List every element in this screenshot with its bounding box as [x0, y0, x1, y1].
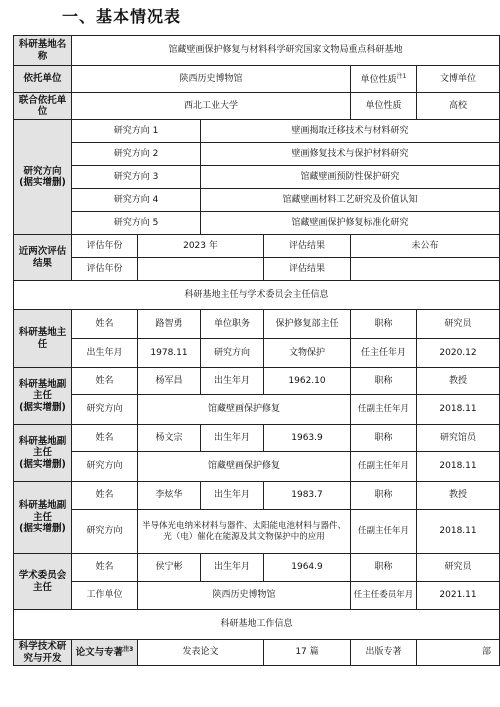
published-papers-value: 17 篇: [264, 640, 351, 666]
deputy-name-label: 姓名: [72, 425, 138, 452]
deputy-dir-label: 研究方向: [72, 510, 138, 554]
co-host-value: 西北工业大学: [72, 93, 351, 120]
host-unit-type-label: 单位性质$^{注1}$: [351, 66, 417, 93]
committee-birth-label: 出生年月: [201, 554, 264, 582]
director-post: 保护修复部主任: [264, 310, 351, 339]
co-host-type-label: 单位性质: [351, 93, 417, 120]
committee-term-label: 任主任委员年月: [351, 582, 417, 610]
committee-term: 2021.11: [417, 582, 500, 610]
director-name-label: 姓名: [72, 310, 138, 339]
direction-label: 研究方向 3: [72, 166, 201, 189]
deputy-birth-label: 出生年月: [201, 425, 264, 452]
committee-chair-label: 学术委员会主任: [14, 554, 72, 610]
work-section-header: 科研基地工作信息: [14, 610, 500, 640]
deputy-title: 研究馆员: [417, 425, 500, 452]
co-host-type-value: 高校: [417, 93, 500, 120]
committee-name: 侯宁彬: [138, 554, 201, 582]
deputy-term-label: 任副主任年月: [351, 452, 417, 482]
deputy-title: 教授: [417, 482, 500, 510]
deputy-term: 2018.11: [417, 452, 500, 482]
books-label: 出版专著: [351, 640, 417, 666]
committee-unit-label: 工作单位: [72, 582, 138, 610]
direction-value: 壁画修复技术与保护材料研究: [201, 143, 500, 166]
direction-label: 研究方向 5: [72, 212, 201, 235]
papers-books-label: 论文与专著$^{注3}$: [72, 640, 138, 666]
eval-year-label: 评估年份: [72, 258, 138, 281]
deputy-title-label: 职称: [351, 482, 417, 510]
base-name-label: 科研基地名称: [14, 36, 72, 66]
deputy-term-label: 任副主任年月: [351, 510, 417, 554]
host-unit-type-value: 文博单位: [417, 66, 500, 93]
committee-title-label: 职称: [351, 554, 417, 582]
deputy-dir-label: 研究方向: [72, 452, 138, 482]
director-title-label: 职称: [351, 310, 417, 339]
deputy-dir: 馆藏壁画保护修复: [138, 452, 351, 482]
page-title: 一、基本情况表: [62, 7, 182, 26]
director-term-label: 任主任年月: [351, 339, 417, 368]
director-name: 路智勇: [138, 310, 201, 339]
eval-year-value: [138, 258, 264, 281]
deputy-term-label: 任副主任年月: [351, 395, 417, 425]
committee-title: 研究员: [417, 554, 500, 582]
committee-unit: 陕西历史博物馆: [138, 582, 351, 610]
director-dir-label: 研究方向: [201, 339, 264, 368]
eval-result-label: 评估结果: [264, 258, 351, 281]
deputy-name: 李炫华: [138, 482, 201, 510]
direction-value: 馆藏壁画预防性保护研究: [201, 166, 500, 189]
deputy-label: 科研基地副主任 (据实增删): [14, 482, 72, 554]
deputy-birth: 1963.9: [264, 425, 351, 452]
published-papers-label: 发表论文: [138, 640, 264, 666]
deputy-dir: 半导体光电纳米材料与器件、太阳能电池材料与器件、光（电）催化在能源及其文物保护中的应用: [138, 510, 351, 554]
evaluation-label: 近两次评估结果: [14, 235, 72, 281]
deputy-term: 2018.11: [417, 510, 500, 554]
direction-value: 壁画揭取迁移技术与材料研究: [201, 120, 500, 143]
eval-year-label: 评估年份: [72, 235, 138, 258]
deputy-birth: 1983.7: [264, 482, 351, 510]
deputy-label: 科研基地副主任 (据实增删): [14, 425, 72, 482]
deputy-birth-label: 出生年月: [201, 368, 264, 395]
host-unit-value: 陕西历史博物馆: [72, 66, 351, 93]
deputy-name: 杨文宗: [138, 425, 201, 452]
eval-result-value: 未公布: [351, 235, 500, 258]
director-birth-label: 出生年月: [72, 339, 138, 368]
direction-value: 馆藏壁画保护修复标准化研究: [201, 212, 500, 235]
director-dir: 文物保护: [264, 339, 351, 368]
deputy-term: 2018.11: [417, 395, 500, 425]
deputy-dir: 馆藏壁画保护修复: [138, 395, 351, 425]
books-unit: 部: [417, 640, 500, 666]
director-post-label: 单位职务: [201, 310, 264, 339]
deputy-name-label: 姓名: [72, 368, 138, 395]
deputy-title-label: 职称: [351, 425, 417, 452]
director-label: 科研基地主任: [14, 310, 72, 368]
base-name-value: 馆藏壁画保护修复与材料科学研究国家文物局重点科研基地: [72, 36, 500, 66]
deputy-dir-label: 研究方向: [72, 395, 138, 425]
director-term: 2020.12: [417, 339, 500, 368]
leaders-section-header: 科研基地主任与学术委员会主任信息: [14, 281, 500, 310]
director-title: 研究员: [417, 310, 500, 339]
basic-info-table: [13, 35, 500, 666]
co-host-label: 联合依托单位: [14, 93, 72, 120]
deputy-title-label: 职称: [351, 368, 417, 395]
committee-birth: 1964.9: [264, 554, 351, 582]
director-birth: 1978.11: [138, 339, 201, 368]
host-unit-label: 依托单位: [14, 66, 72, 93]
direction-label: 研究方向 4: [72, 189, 201, 212]
direction-value: 馆藏壁画材料工艺研究及价值认知: [201, 189, 500, 212]
research-directions-label: 研究方向 (据实增删): [14, 120, 72, 235]
direction-label: 研究方向 1: [72, 120, 201, 143]
deputy-birth: 1962.10: [264, 368, 351, 395]
eval-result-label: 评估结果: [264, 235, 351, 258]
deputy-name-label: 姓名: [72, 482, 138, 510]
deputy-title: 教授: [417, 368, 500, 395]
direction-label: 研究方向 2: [72, 143, 201, 166]
deputy-name: 杨军昌: [138, 368, 201, 395]
deputy-label: 科研基地副主任 (据实增删): [14, 368, 72, 425]
research-dev-label: 科学技术研究与开发: [14, 640, 72, 666]
committee-name-label: 姓名: [72, 554, 138, 582]
eval-result-value: [351, 258, 500, 281]
eval-year-value: 2023 年: [138, 235, 264, 258]
deputy-birth-label: 出生年月: [201, 482, 264, 510]
